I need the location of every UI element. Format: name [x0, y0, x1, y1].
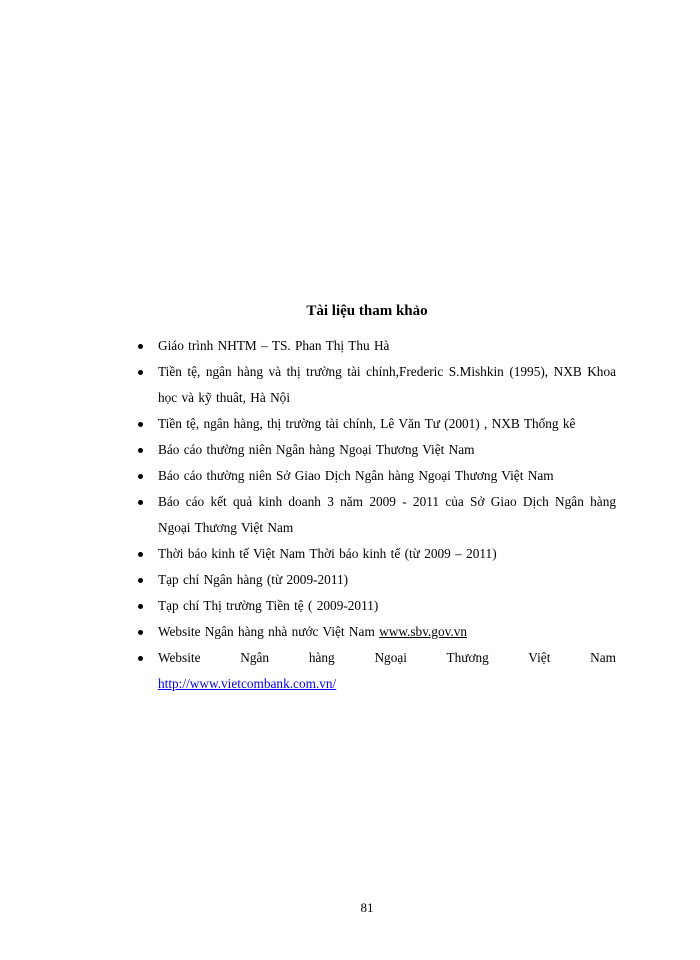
- list-item: [136, 567, 616, 593]
- sbv-website-link[interactable]: www.sbv.gov.vn: [379, 624, 468, 639]
- list-item: [136, 619, 616, 645]
- reference-text: Giáo trình NHTM – TS. Phan Thị Thu Hà: [158, 338, 390, 353]
- vietcombank-website-link[interactable]: http://www.vietcombank.com.vn/: [158, 676, 337, 691]
- page-title: Tài liệu tham khảo: [306, 303, 428, 319]
- reference-text: Thời báo kinh tế Việt Nam Thời báo kinh tế (từ 2009 – 2011): [158, 546, 497, 561]
- page-number: 81: [360, 900, 374, 915]
- bullet-icon: [138, 604, 143, 609]
- bullet-icon: [138, 552, 143, 557]
- reference-text: Báo cáo thường niên Sở Giao Dịch Ngân hàng Ngoại Thương Việt Nam: [158, 468, 554, 483]
- bullet-icon: [138, 448, 143, 453]
- bullet-icon: [138, 474, 143, 479]
- reference-text: Website Ngân hàng Ngoại Thương Việt Nam: [158, 650, 616, 665]
- bullet-icon: [138, 344, 143, 349]
- list-item: [136, 333, 616, 359]
- bullet-icon: [138, 656, 143, 661]
- list-item: [136, 593, 616, 619]
- reference-text: Tạp chí Ngân hàng (từ 2009-2011): [158, 572, 349, 587]
- list-item: [136, 359, 616, 411]
- list-item: [136, 463, 616, 489]
- reference-text: Website Ngân hàng nhà nước Việt Nam: [158, 624, 380, 639]
- reference-text: Tạp chí Thị trường Tiền tệ ( 2009-2011): [158, 598, 379, 613]
- bullet-icon: [138, 422, 143, 427]
- bullet-icon: [138, 578, 143, 583]
- reference-list: [136, 333, 616, 697]
- reference-text: Tiền tệ, ngân hàng, thị trường tài chính, Lê Văn Tư (2001) , NXB Thống kê: [158, 416, 576, 431]
- reference-text: Báo cáo thường niên Ngân hàng Ngoại Thương Việt Nam: [158, 442, 475, 457]
- list-item: [136, 645, 616, 697]
- reference-text: Tiền tệ, ngân hàng và thị trường tài chính,Frederic S.Mishkin (1995), NXB Khoa học và kỹ thuât, Hà Nội: [158, 364, 616, 405]
- list-item: [136, 411, 616, 437]
- reference-text: Báo cáo kết quả kinh doanh 3 năm 2009 - 2011 của Sở Giao Dịch Ngân hàng Ngoại Thương Việt Nam: [158, 494, 616, 535]
- bullet-icon: [138, 370, 143, 375]
- list-item: [136, 489, 616, 541]
- list-item: [136, 437, 616, 463]
- bullet-icon: [138, 500, 143, 505]
- bullet-icon: [138, 630, 143, 635]
- list-item: [136, 541, 616, 567]
